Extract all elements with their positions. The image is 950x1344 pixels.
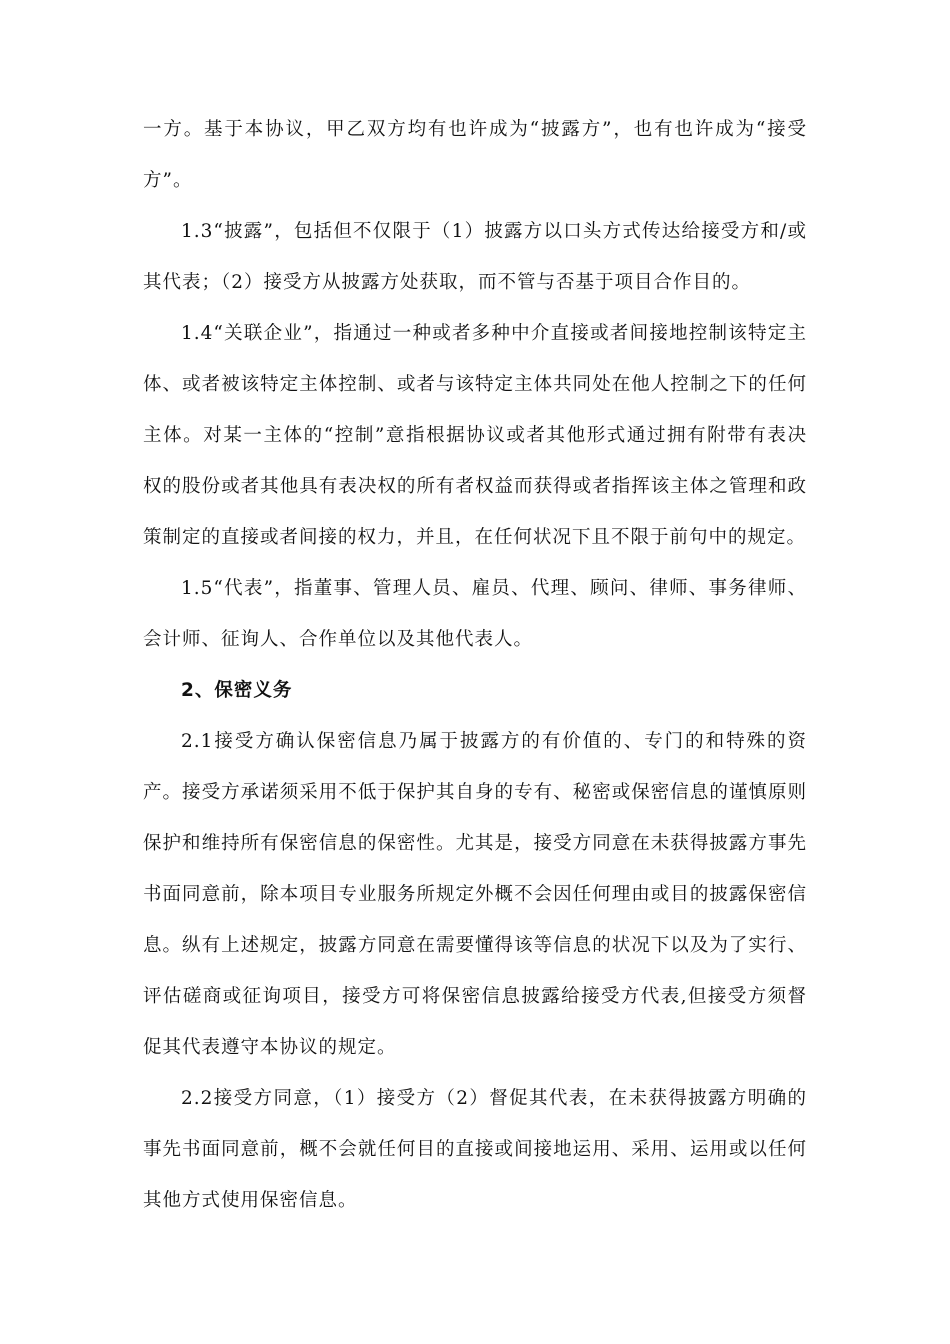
document-body <box>143 104 807 1226</box>
paragraph-clause-1-4: 1.4“关联企业”，指通过一种或者多种中介直接或者间接地控制该特定主体、或者被该特定主体控制、或者与该特定主体共同处在他人控制之下的任何主体。对某一主体的“控制”意指根据协议或者其他形式通过拥有附带有表决权的股份或者其他具有表决权的所有者权益而获得或者指挥该主体之管理和政策制定的直接或者间接的权力，并且，在任何状况下且不限于前句中的规定。 <box>143 323 807 548</box>
paragraph-clause-2-2: 2.2接受方同意，（1）接受方（2）督促其代表，在未获得披露方明确的事先书面同意前，概不会就任何目的直接或间接地运用、采用、运用或以任何其他方式使用保密信息。 <box>143 1088 807 1211</box>
paragraph-clause-1-3: 1.3“披露”，包括但不仅限于（1）披露方以口头方式传达给接受方和/或其代表；（2）接受方从披露方处获取，而不管与否基于项目合作目的。 <box>143 221 807 293</box>
section-heading-confidentiality: 2、保密义务 <box>181 680 293 701</box>
paragraph-clause-1-5: 1.5“代表”，指董事、管理人员、雇员、代理、顾问、律师、事务律师、会计师、征询人、合作单位以及其他代表人。 <box>143 578 807 650</box>
paragraph-continuation: 一方。基于本协议，甲乙双方均有也许成为“披露方”，也有也许成为“接受方”。 <box>143 119 807 191</box>
paragraph-clause-2-1: 2.1接受方确认保密信息乃属于披露方的有价值的、专门的和特殊的资产。接受方承诺须采用不低于保护其自身的专有、秘密或保密信息的谨慎原则保护和维持所有保密信息的保密性。尤其是，接受方同意在未获得披露方事先书面同意前，除本项目专业服务所规定外概不会因任何理由或目的披露保密信息。纵有上述规定，披露方同意在需要懂得该等信息的状况下以及为了实行、评估磋商或征询项目，接受方可将保密信息披露给接受方代表,但接受方须督促其代表遵守本协议的规定。 <box>143 731 807 1058</box>
